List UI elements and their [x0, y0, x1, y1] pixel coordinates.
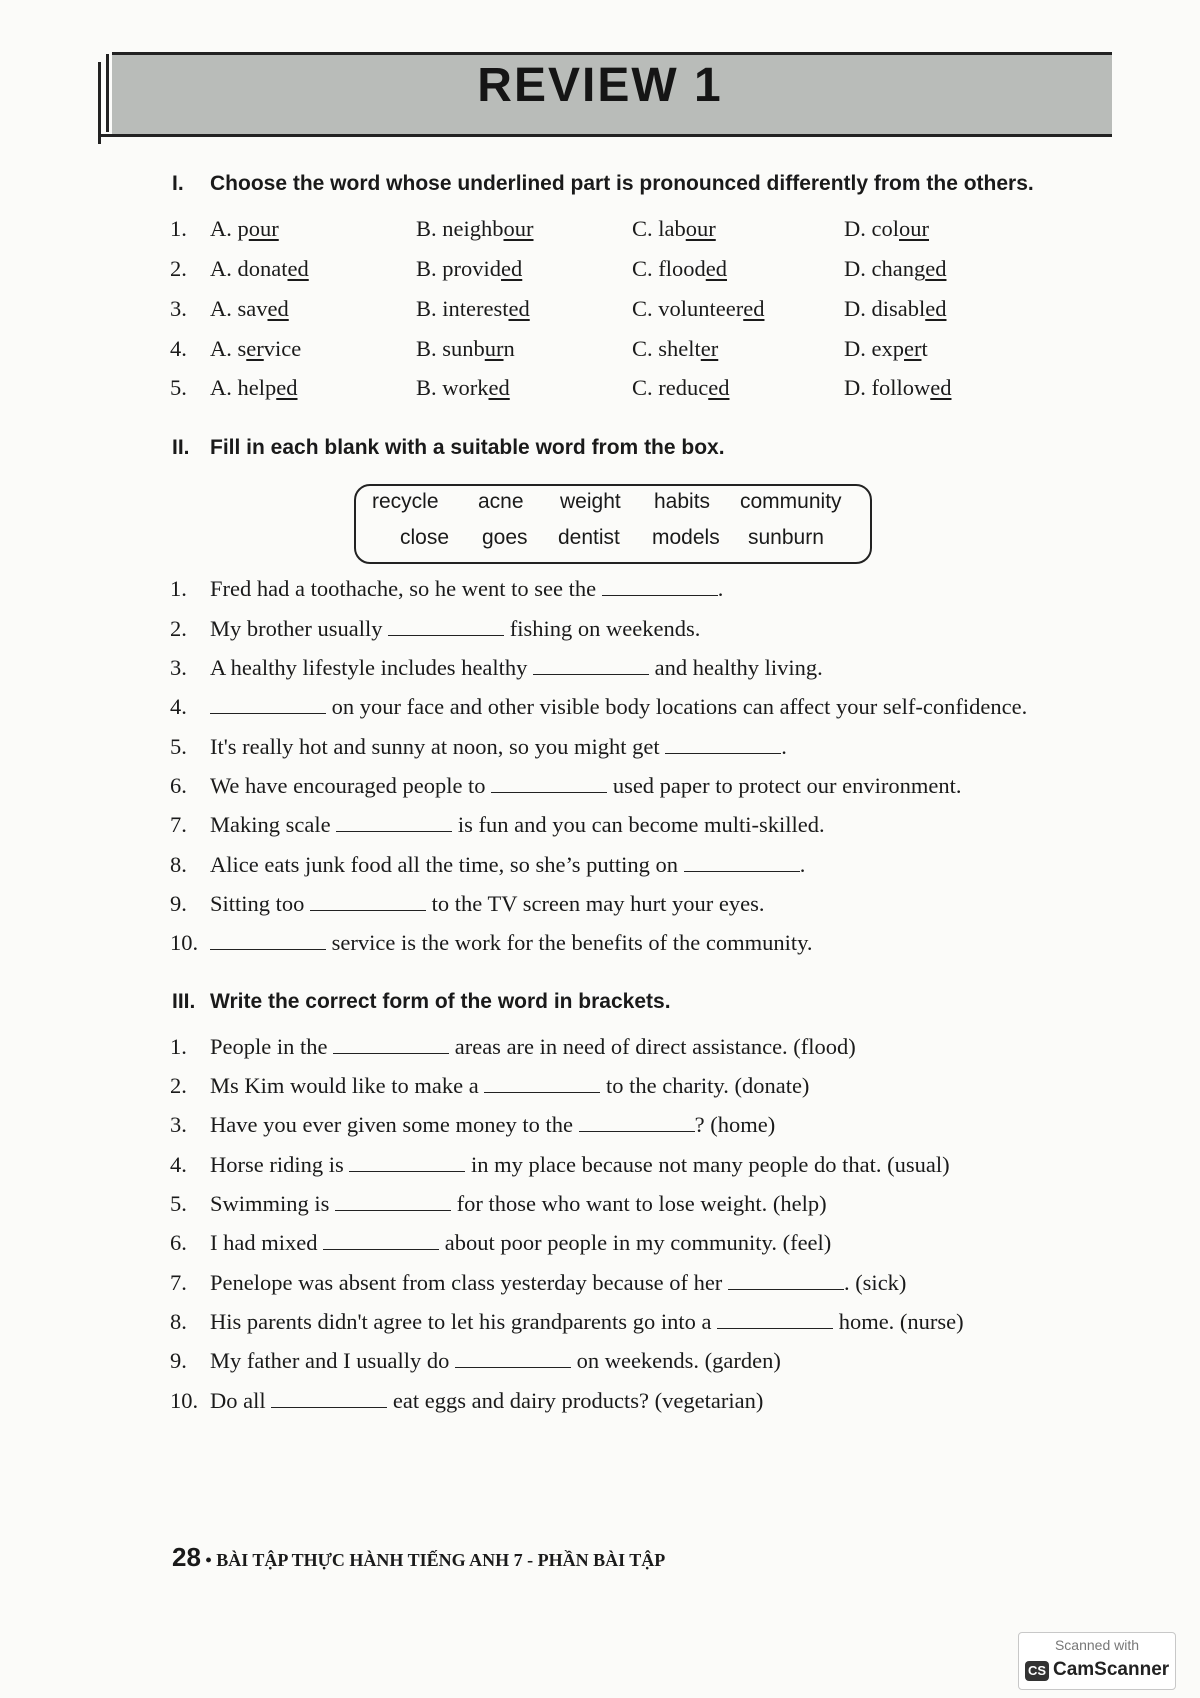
question-text: Ms Kim would like to make a [210, 1073, 485, 1098]
option-text: A. s [210, 336, 247, 361]
box-word: habits [654, 490, 711, 513]
question-number: 2. [170, 256, 187, 281]
question-number: 1. [170, 1034, 187, 1059]
underlined-part: ed [705, 256, 728, 281]
box-word: models [652, 526, 720, 549]
question-number: 5. [170, 734, 187, 759]
question-row [170, 576, 723, 602]
section1-number: I. [172, 172, 184, 195]
option-text: B. interest [416, 296, 509, 321]
question-row [170, 1270, 906, 1296]
answer-blank [333, 1035, 449, 1054]
question-text: His parents didn't agree to let his grandparents go into a [210, 1309, 718, 1334]
option-text: D. disabl [844, 296, 926, 321]
option-text: t [921, 336, 928, 361]
section2-heading [172, 436, 725, 460]
header-rule-top [112, 52, 1112, 55]
box-word: recycle [372, 490, 439, 513]
question-number: 8. [170, 852, 187, 877]
question-number: 6. [170, 773, 187, 798]
question-row [170, 216, 929, 242]
underlined-part: er [700, 336, 719, 361]
question-text: service is the work for the benefits of the community. [326, 930, 813, 955]
question-text: Penelope was absent from class yesterday because of her [210, 1270, 728, 1295]
option-text: C. reduc [632, 375, 709, 400]
question-text: in my place because not many people do that. (usual) [465, 1152, 950, 1177]
underlined-part: ur [484, 336, 504, 361]
question-text: . [781, 734, 787, 759]
footer-bullet: • [200, 1550, 217, 1570]
section1-heading [172, 172, 1034, 196]
answer-option [632, 375, 729, 401]
answer-option [844, 256, 946, 282]
box-word: weight [560, 490, 621, 513]
question-text: . [717, 576, 724, 601]
section1-heading-text: Choose the word whose underlined part is pronounced differently from the others. [210, 172, 1034, 195]
answer-blank [484, 1074, 600, 1093]
answer-option [210, 296, 289, 322]
question-row [170, 1388, 763, 1414]
question-row [170, 773, 961, 799]
question-text: is fun and you can become multi-skilled. [452, 812, 825, 837]
question-text: Swimming is [210, 1191, 336, 1216]
section3-number: III. [172, 990, 196, 1013]
answer-blank [491, 774, 607, 793]
question-text: Horse riding is [210, 1152, 350, 1177]
answer-option [844, 375, 952, 401]
question-number: 1. [170, 216, 187, 241]
answer-blank [336, 813, 452, 832]
answer-option [844, 336, 928, 362]
question-text: Alice eats junk food all the time, so she’s putting on [210, 852, 684, 877]
answer-blank [349, 1153, 465, 1172]
question-row [170, 1152, 950, 1178]
question-row [170, 852, 805, 878]
question-text: A healthy lifestyle includes healthy [210, 655, 534, 680]
underlined-part: our [248, 216, 279, 241]
underlined-part: er [246, 336, 264, 361]
answer-option [632, 256, 727, 282]
option-text: C. volunteer [632, 296, 744, 321]
question-row [170, 694, 1027, 720]
question-text: home. (nurse) [833, 1309, 964, 1334]
option-text: A. p [210, 216, 249, 241]
option-text: B. neighb [416, 216, 504, 241]
question-text: My brother usually [210, 616, 389, 641]
question-number: 1. [170, 576, 187, 601]
question-number: 7. [170, 1270, 187, 1295]
question-text: Sitting too [210, 891, 311, 916]
question-text: used paper to protect our environment. [607, 773, 962, 798]
question-text: Do all [210, 1388, 272, 1413]
question-number: 10. [170, 1388, 199, 1413]
question-row [170, 616, 700, 642]
answer-blank [210, 931, 326, 950]
question-text: Fred had a toothache, so he went to see the [210, 576, 602, 601]
option-text: B. provid [416, 256, 502, 281]
option-text: A. donat [210, 256, 288, 281]
underlined-part: ed [925, 256, 947, 281]
answer-blank [335, 1192, 451, 1211]
answer-option [632, 216, 716, 242]
question-row [170, 296, 947, 322]
question-number: 3. [170, 296, 187, 321]
question-row [170, 734, 787, 760]
answer-blank [310, 892, 426, 911]
answer-blank [684, 853, 800, 872]
box-word: dentist [558, 526, 620, 549]
question-text: about poor people in my community. (feel) [439, 1230, 832, 1255]
answer-option [416, 375, 510, 401]
underlined-part: ed [276, 375, 298, 400]
question-number: 5. [170, 1191, 187, 1216]
underlined-part: ed [743, 296, 765, 321]
question-text: My father and I usually do [210, 1348, 455, 1373]
question-text: . (sick) [843, 1270, 907, 1295]
answer-blank [210, 695, 326, 714]
question-row [170, 1073, 809, 1099]
box-word: sunburn [748, 526, 824, 549]
question-number: 7. [170, 812, 187, 837]
question-text: to the charity. (donate) [600, 1073, 810, 1098]
camscanner-watermark [1018, 1632, 1176, 1690]
question-number: 4. [170, 336, 187, 361]
question-number: 3. [170, 1112, 187, 1137]
question-text: eat eggs and dairy products? (vegetarian) [387, 1388, 764, 1413]
camscanner-logo-icon: CS [1025, 1661, 1049, 1681]
answer-option [844, 296, 947, 322]
question-row [170, 655, 823, 681]
option-text: vice [263, 336, 302, 361]
box-word: close [400, 526, 450, 549]
answer-option [416, 216, 534, 242]
question-row [170, 375, 952, 401]
option-text: B. sunb [416, 336, 485, 361]
question-text: fishing on weekends. [504, 616, 701, 641]
page-number: 28 [172, 1542, 201, 1572]
box-word: acne [478, 490, 524, 513]
question-text: to the TV screen may hurt your eyes. [426, 891, 765, 916]
watermark-line1: Scanned with [1054, 1637, 1140, 1653]
option-text: n [503, 336, 515, 361]
page-footer [172, 1542, 665, 1573]
underlined-part: our [899, 216, 929, 241]
question-number: 9. [170, 1348, 187, 1373]
option-text: C. lab [632, 216, 686, 241]
question-row [170, 1034, 856, 1060]
answer-blank [602, 577, 718, 596]
section3-heading-text: Write the correct form of the word in brackets. [210, 990, 671, 1013]
option-text: B. work [416, 375, 489, 400]
underlined-part: ed [930, 375, 952, 400]
question-text: on your face and other visible body locations can affect your self-confidence. [326, 694, 1028, 719]
question-number: 9. [170, 891, 187, 916]
answer-option [416, 336, 515, 362]
watermark-line2: CamScanner [1053, 1659, 1170, 1680]
question-text: . [799, 852, 806, 877]
question-number: 2. [170, 1073, 187, 1098]
answer-option [210, 336, 301, 362]
question-row [170, 1230, 831, 1256]
answer-blank [455, 1349, 571, 1368]
answer-option [210, 256, 309, 282]
option-text: D. chang [844, 256, 926, 281]
answer-option [416, 256, 522, 282]
answer-blank [579, 1113, 695, 1132]
box-word: goes [482, 526, 528, 549]
question-row [170, 1112, 775, 1138]
underlined-part: our [503, 216, 534, 241]
section2-number: II. [172, 436, 190, 459]
question-number: 8. [170, 1309, 187, 1334]
option-text: D. exp [844, 336, 904, 361]
answer-blank [323, 1231, 439, 1250]
underlined-part: ed [287, 256, 309, 281]
question-row [170, 1309, 964, 1335]
question-number: 4. [170, 1152, 187, 1177]
question-row [170, 336, 928, 362]
answer-blank [728, 1271, 844, 1290]
question-row [170, 1348, 781, 1374]
answer-option [632, 336, 718, 362]
answer-blank [271, 1389, 387, 1408]
underlined-part: er [904, 336, 922, 361]
underlined-part: ed [501, 256, 523, 281]
answer-option [844, 216, 929, 242]
underlined-part: our [685, 216, 716, 241]
question-row [170, 930, 813, 956]
question-number: 2. [170, 616, 187, 641]
underlined-part: ed [267, 296, 289, 321]
question-text: Have you ever given some money to the [210, 1112, 579, 1137]
option-text: D. follow [844, 375, 931, 400]
underlined-part: ed [488, 375, 510, 400]
book-title: BÀI TẬP THỰC HÀNH TIẾNG ANH 7 - PHẦN BÀI TẬP [216, 1550, 666, 1570]
answer-option [632, 296, 764, 322]
option-text: A. help [210, 375, 277, 400]
question-text: Making scale [210, 812, 337, 837]
answer-option [210, 216, 279, 242]
option-text: A. sav [210, 296, 268, 321]
question-text: ? (home) [694, 1112, 776, 1137]
answer-option [416, 296, 530, 322]
option-text: C. flood [632, 256, 706, 281]
question-row [170, 812, 825, 838]
box-word: community [740, 490, 842, 513]
question-number: 3. [170, 655, 187, 680]
question-text: and healthy living. [649, 655, 823, 680]
section2-heading-text: Fill in each blank with a suitable word from the box. [210, 436, 725, 459]
question-number: 4. [170, 694, 187, 719]
question-number: 6. [170, 1230, 187, 1255]
question-text: for those who want to lose weight. (help) [451, 1191, 827, 1216]
option-text: D. col [844, 216, 899, 241]
question-text: People in the [210, 1034, 334, 1059]
question-text: I had mixed [210, 1230, 324, 1255]
answer-blank [388, 617, 504, 636]
underlined-part: ed [708, 375, 730, 400]
page-title: REVIEW 1 [477, 59, 723, 112]
header-rule-bottom [100, 134, 1112, 137]
question-text: on weekends. (garden) [570, 1348, 781, 1373]
answer-blank [665, 735, 781, 754]
question-number: 5. [170, 375, 187, 400]
underlined-part: ed [508, 296, 530, 321]
underlined-part: ed [925, 296, 947, 321]
question-row [170, 891, 765, 917]
question-row [170, 1191, 827, 1217]
question-text: areas are in need of direct assistance. (flood) [449, 1034, 856, 1059]
question-text: It's really hot and sunny at noon, so you might get [210, 734, 666, 759]
answer-option [210, 375, 298, 401]
answer-blank [717, 1310, 833, 1329]
question-number: 10. [170, 930, 199, 955]
question-text: We have encouraged people to [210, 773, 492, 798]
section3-heading [172, 990, 671, 1014]
question-row [170, 256, 947, 282]
answer-blank [533, 656, 649, 675]
option-text: C. shelt [632, 336, 701, 361]
